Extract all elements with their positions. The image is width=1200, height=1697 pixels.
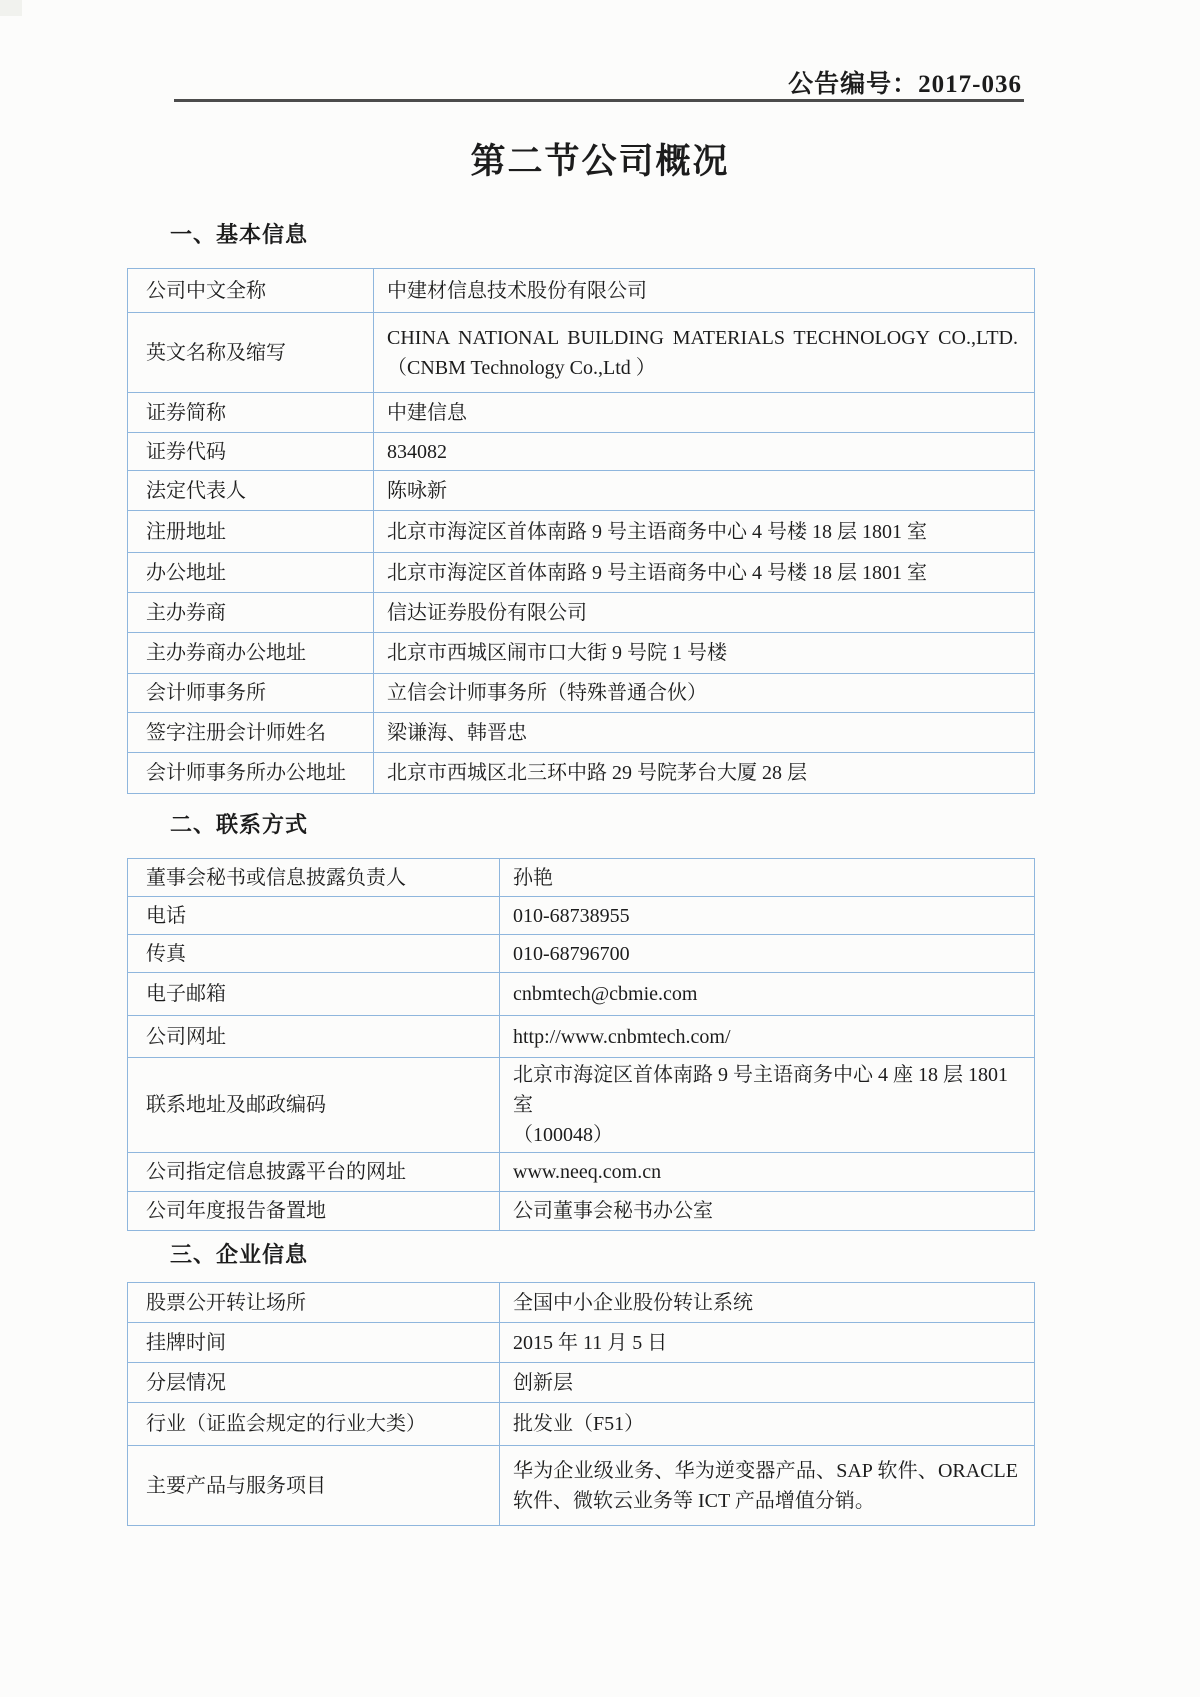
page-title: 第二节公司概况 <box>470 142 730 181</box>
row-label: 分层情况 <box>128 1363 500 1403</box>
row-label: 董事会秘书或信息披露负责人 <box>128 859 500 897</box>
row-value-line: CHINA NATIONAL BUILDING MATERIALS TECHNOLOGY CO.,LTD. <box>387 326 1018 349</box>
table-row <box>128 269 1035 313</box>
row-label: 办公地址 <box>128 553 374 593</box>
row-label: 公司指定信息披露平台的网址 <box>128 1153 500 1192</box>
row-value: 信达证券股份有限公司 <box>374 593 1035 633</box>
row-value: 全国中小企业股份转让系统 <box>500 1283 1035 1323</box>
row-value: www.neeq.com.cn <box>500 1153 1035 1192</box>
basic-info-table <box>127 268 1035 794</box>
table-row <box>128 433 1035 471</box>
row-value: http://www.cnbmtech.com/ <box>500 1016 1035 1058</box>
table-row <box>128 553 1035 593</box>
table-row <box>128 973 1035 1016</box>
scan-artifact <box>0 0 22 16</box>
row-label: 挂牌时间 <box>128 1323 500 1363</box>
row-value: 创新层 <box>500 1363 1035 1403</box>
row-value: 华为企业级业务、华为逆变器产品、SAP 软件、ORACLE 软件、微软云业务等 ICT 产品增值分销。 <box>500 1446 1035 1526</box>
row-value: 中建材信息技术股份有限公司 <box>374 269 1035 313</box>
enterprise-table <box>127 1282 1035 1526</box>
row-value: 中建信息 <box>374 393 1035 433</box>
table-row <box>128 1192 1035 1231</box>
header-rule <box>174 99 1024 102</box>
table-row <box>128 1016 1035 1058</box>
table-row <box>128 313 1035 393</box>
row-value: 北京市海淀区首体南路 9 号主语商务中心 4 号楼 18 层 1801 室 <box>374 553 1035 593</box>
row-label: 注册地址 <box>128 511 374 553</box>
row-value: 立信会计师事务所（特殊普通合伙） <box>374 674 1035 713</box>
table-row <box>128 1323 1035 1363</box>
row-value <box>374 313 1035 393</box>
table-row <box>128 1153 1035 1192</box>
row-value: 陈咏新 <box>374 471 1035 511</box>
row-label: 英文名称及缩写 <box>128 313 374 393</box>
row-value: 北京市西城区闹市口大街 9 号院 1 号楼 <box>374 633 1035 674</box>
row-label: 股票公开转让场所 <box>128 1283 500 1323</box>
table-row <box>128 935 1035 973</box>
table-row <box>128 897 1035 935</box>
table-row <box>128 674 1035 713</box>
row-label: 联系地址及邮政编码 <box>128 1058 500 1153</box>
row-label: 行业（证监会规定的行业大类） <box>128 1403 500 1446</box>
table-row <box>128 471 1035 511</box>
row-value: 北京市西城区北三环中路 29 号院茅台大厦 28 层 <box>374 753 1035 794</box>
table-row <box>128 713 1035 753</box>
table-row <box>128 593 1035 633</box>
row-label: 公司网址 <box>128 1016 500 1058</box>
row-value-line: （CNBM Technology Co.,Ltd ） <box>387 356 656 379</box>
row-label: 主要产品与服务项目 <box>128 1446 500 1526</box>
row-value-line: （100048） <box>513 1124 613 1146</box>
row-value: 批发业（F51） <box>500 1403 1035 1446</box>
contact-table-body <box>128 859 1035 1231</box>
row-label: 公司年度报告备置地 <box>128 1192 500 1231</box>
table-row <box>128 753 1035 794</box>
table-row <box>128 859 1035 897</box>
section-heading-enterprise: 三、企业信息 <box>170 1242 309 1267</box>
row-value: 2015 年 11 月 5 日 <box>500 1323 1035 1363</box>
row-label: 电子邮箱 <box>128 973 500 1016</box>
table-row <box>128 511 1035 553</box>
row-label: 会计师事务所办公地址 <box>128 753 374 794</box>
row-value: 834082 <box>374 433 1035 471</box>
row-label: 传真 <box>128 935 500 973</box>
basic-info-table-body <box>128 269 1035 794</box>
row-label: 证券代码 <box>128 433 374 471</box>
row-label: 主办券商办公地址 <box>128 633 374 674</box>
row-value: 010-68796700 <box>500 935 1035 973</box>
row-value: 孙艳 <box>500 859 1035 897</box>
row-value: 010-68738955 <box>500 897 1035 935</box>
row-label: 法定代表人 <box>128 471 374 511</box>
row-label: 签字注册会计师姓名 <box>128 713 374 753</box>
table-row <box>128 1363 1035 1403</box>
table-row <box>128 1058 1035 1153</box>
row-value: cnbmtech@cbmie.com <box>500 973 1035 1016</box>
row-label: 公司中文全称 <box>128 269 374 313</box>
row-value: 梁谦海、韩晋忠 <box>374 713 1035 753</box>
row-value: 公司董事会秘书办公室 <box>500 1192 1035 1231</box>
table-row <box>128 1446 1035 1526</box>
row-value: 北京市海淀区首体南路 9 号主语商务中心 4 号楼 18 层 1801 室 <box>374 511 1035 553</box>
table-row <box>128 393 1035 433</box>
row-label: 主办券商 <box>128 593 374 633</box>
row-label: 证券简称 <box>128 393 374 433</box>
table-row <box>128 633 1035 674</box>
row-label: 会计师事务所 <box>128 674 374 713</box>
section-heading-basic-info: 一、基本信息 <box>170 222 309 247</box>
notice-number: 公告编号：2017-036 <box>788 71 1022 98</box>
table-row <box>128 1283 1035 1323</box>
table-row <box>128 1403 1035 1446</box>
row-value-line: 北京市海淀区首体南路 9 号主语商务中心 4 座 18 层 1801 室 <box>513 1064 1008 1116</box>
enterprise-table-body <box>128 1283 1035 1526</box>
row-label: 电话 <box>128 897 500 935</box>
section-heading-contact: 二、联系方式 <box>170 812 309 837</box>
contact-table <box>127 858 1035 1231</box>
row-value <box>500 1058 1035 1153</box>
